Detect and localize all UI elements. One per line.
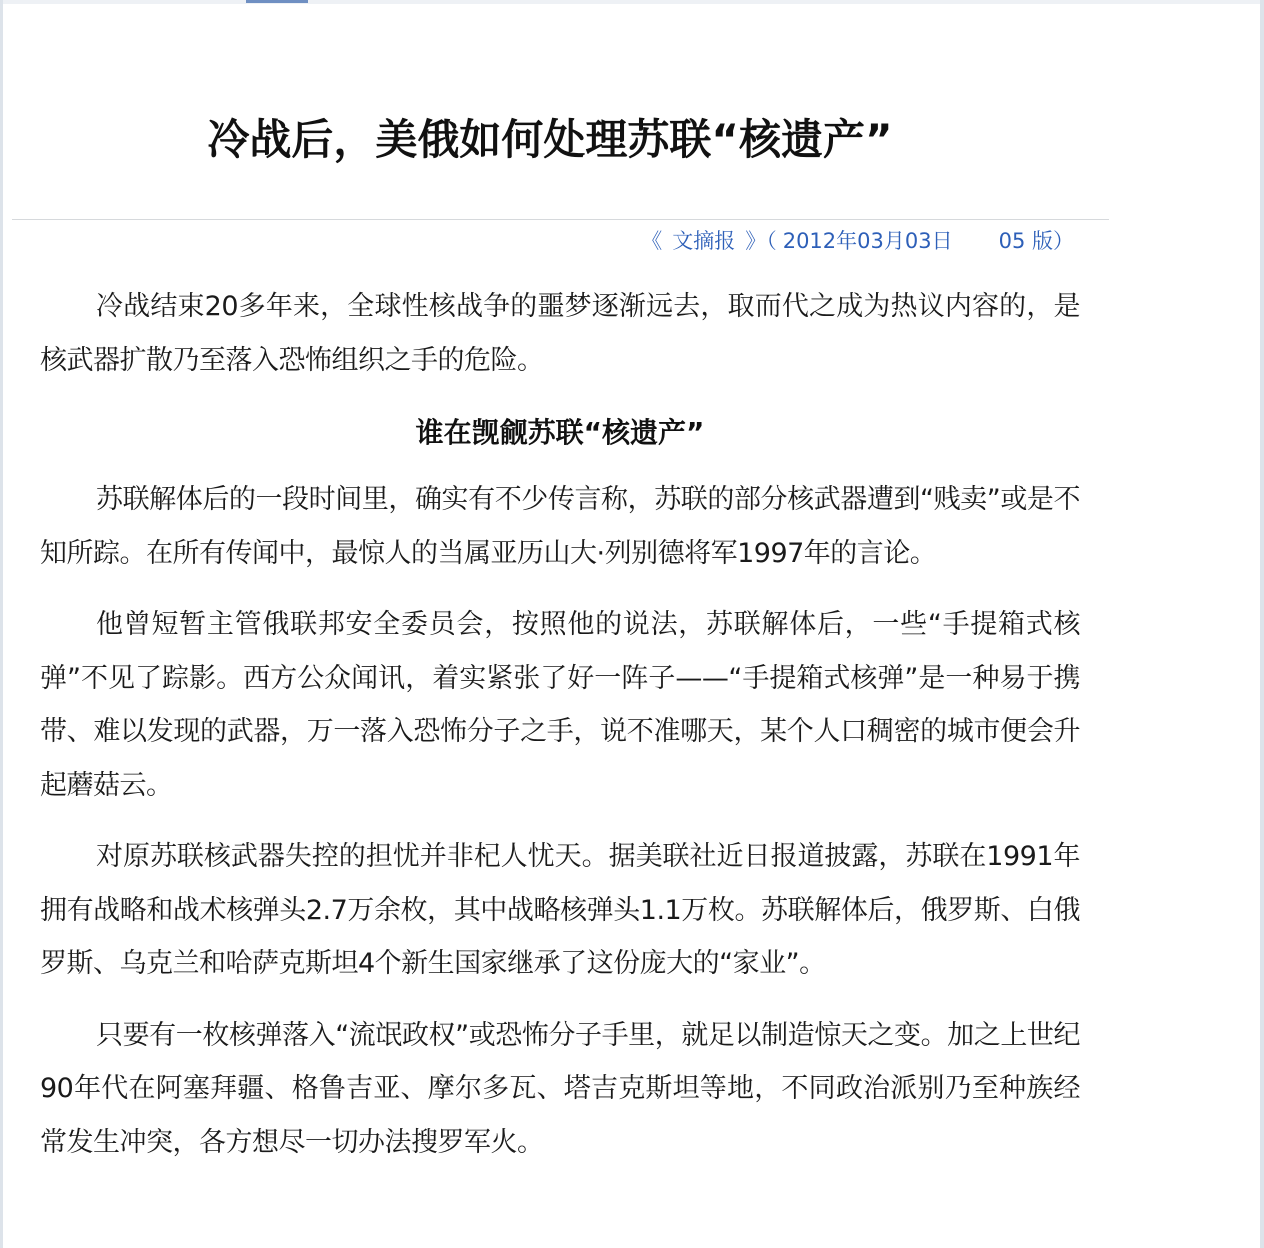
article-title: 冷战后，美俄如何处理苏联“核遗产”	[207, 115, 893, 164]
left-frame-border	[0, 0, 3, 1248]
article-paragraph-1: 冷战结束20多年来，全球性核战争的噩梦逐渐远去，取而代之成为热议内容的，是核武器扩散乃至落入恐怖组织之手的危险。	[40, 291, 1080, 376]
source-publication-link[interactable]: 文摘报	[672, 229, 736, 253]
top-tab-indicator	[246, 0, 308, 3]
source-close-bracket: 》（	[745, 229, 777, 253]
article-paragraph-5: 只要有一枚核弹落入“流氓政权”或恐怖分子手里，就足以制造惊天之变。加之上世纪90年代在阿塞拜疆、格鲁吉亚、摩尔多瓦、塔吉克斯坦等地，不同政治派别乃至种族经常发生冲突，各方想尽一切办法搜罗军火。	[40, 1019, 1080, 1158]
article-body	[40, 280, 1080, 1187]
article-paragraph-3: 他曾短暂主管俄联邦安全委员会，按照他的说法，苏联解体后，一些“手提箱式核弹”不见了踪影。西方公众闻讯，着实紧张了好一阵子——“手提箱式核弹”是一种易于携带、难以发现的武器，万一落入恐怖分子之手，说不准哪天，某个人口稠密的城市便会升起蘑菇云。	[40, 609, 1080, 801]
article-paragraph-4: 对原苏联核武器失控的担忧并非杞人忧天。据美联社近日报道披露，苏联在1991年拥有战略和战术核弹头2.7万余枚，其中战略核弹头1.1万枚。苏联解体后，俄罗斯、白俄罗斯、乌克兰和哈萨克斯坦4个新生国家继承了这份庞大的“家业”。	[40, 841, 1080, 979]
title-divider	[12, 219, 1109, 220]
source-line	[641, 226, 1074, 256]
article-paragraph-2: 苏联解体后的一段时间里，确实有不少传言称，苏联的部分核武器遭到“贱卖”或是不知所踪。在所有传闻中，最惊人的当属亚历山大·列别德将军1997年的言论。	[40, 484, 1080, 569]
top-strip	[0, 0, 1264, 4]
article-subheading: 谁在觊觎苏联“核遗产”	[415, 416, 705, 449]
source-date: 2012年03月03日	[782, 229, 953, 253]
right-frame-border	[1260, 0, 1264, 1248]
source-edition: 05 版）	[998, 229, 1074, 253]
source-open-bracket: 《	[641, 229, 663, 253]
